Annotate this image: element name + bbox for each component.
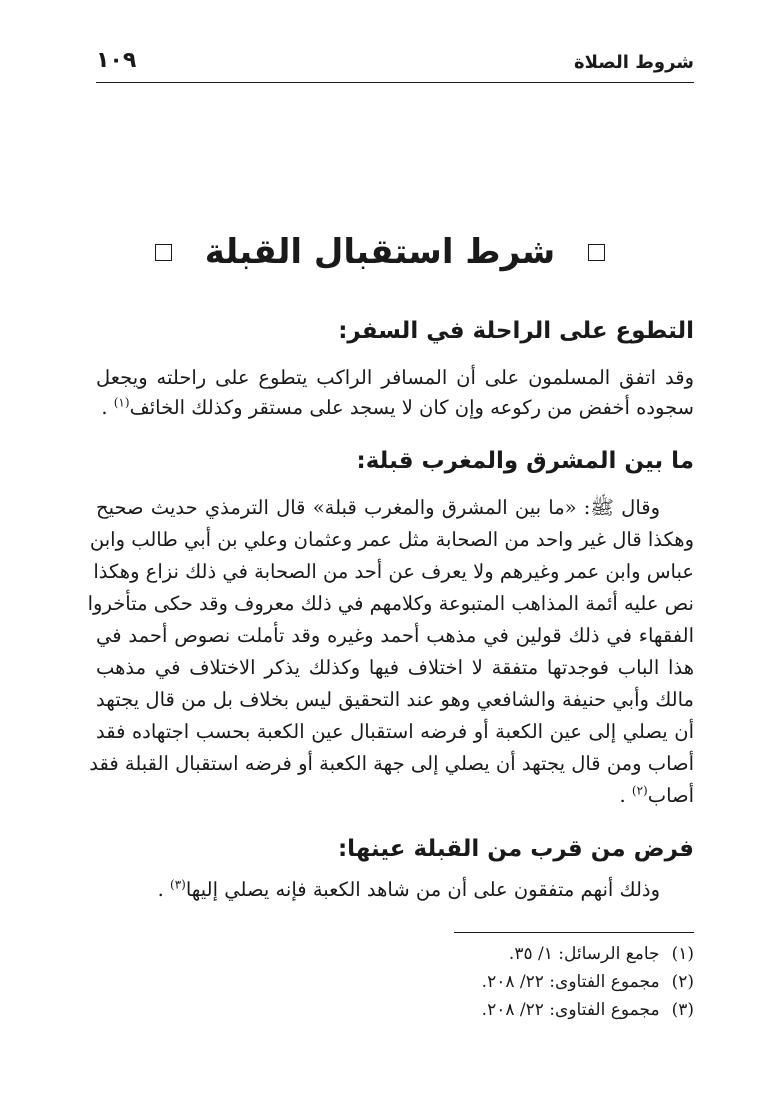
- running-header: [96, 48, 694, 83]
- paragraph-line: وقد اتفق المسلمون على أن المسافر الراكب يتطوع على راحلته ويجعل: [96, 366, 694, 389]
- section-heading: ما بين المشرق والمغرب قبلة:: [356, 448, 694, 474]
- footnote: (١)جامع الرسائل: ١/ ٣٥.: [508, 944, 694, 964]
- page-number: ١٠٩: [96, 48, 137, 73]
- paragraph-line: وذلك أنهم متفقون على أن من شاهد الكعبة فإنه يصلي إليها$^{(٣)}$ .: [157, 877, 660, 901]
- footnote-marker: (٣): [170, 877, 186, 892]
- chapter-title: شرط استقبال القبلة: [204, 232, 556, 272]
- running-title: شروط الصلاة: [573, 52, 694, 73]
- paragraph-line: وقال ﷺ: «ما بين المشرق والمغرب قبلة» قال الترمذي حديث صحيح: [96, 496, 660, 519]
- footnote-marker: (١): [113, 395, 130, 410]
- chapter-heading: [0, 232, 760, 272]
- paragraph-line: نص عليه أئمة المذاهب المتبوعة وكلامهم في ذلك معروف وقد حكى متأخروا: [87, 592, 694, 615]
- paragraph-line: عباس وابن عمر وغيرهم ولا يعرف عن أحد من الصحابة في ذلك نزاع وهكذا: [93, 560, 694, 583]
- paragraph-line: وهكذا قال غير واحد من الصحابة مثل عمر وعثمان وعلي بن أبي طالب وابن: [89, 528, 694, 551]
- paragraph-line: هذا الباب فوجدتها متفقة لا اختلاف فيها وكذلك يذكر الاختلاف في مذهب: [96, 656, 694, 679]
- paragraph-line: أصاب ومن قال يجتهد أن يصلي إلى جهة الكعبة أو فرضه استقبال القبلة فقد: [89, 752, 694, 775]
- paragraph-line: الفقهاء في ذلك قولين في مذهب أحمد وغيره وقد تأملت نصوص أحمد في: [96, 624, 694, 647]
- paragraph-line: مالك وأبي حنيفة والشافعي وهو عند التحقيق ليس بخلاف بل من قال يجتهد: [96, 688, 694, 711]
- paragraph-line: أصاب$^{(٢)}$ .: [619, 783, 694, 807]
- section-heading: التطوع على الراحلة في السفر:: [338, 318, 694, 344]
- ornament-box-icon: [588, 244, 605, 261]
- footnote-marker: (٢): [631, 783, 648, 798]
- paragraph-line: أن يصلي إلى عين الكعبة أو فرضه استقبال عين الكعبة بحسب اجتهاده فقد: [96, 720, 694, 743]
- footnote-divider: [454, 932, 694, 933]
- footnote: (٢)مجموع الفتاوى: ٢٢/ ٢٠٨.: [481, 972, 694, 992]
- section-heading: فرض من قرب من القبلة عينها:: [337, 836, 694, 862]
- ornament-box-icon: [155, 244, 172, 261]
- footnote: (٣)مجموع الفتاوى: ٢٢/ ٢٠٨.: [481, 1000, 694, 1020]
- paragraph-line: سجوده أخفض من ركوعه وإن كان لا يسجد على مستقر وكذلك الخائف$^{(١)}$ .: [101, 395, 694, 419]
